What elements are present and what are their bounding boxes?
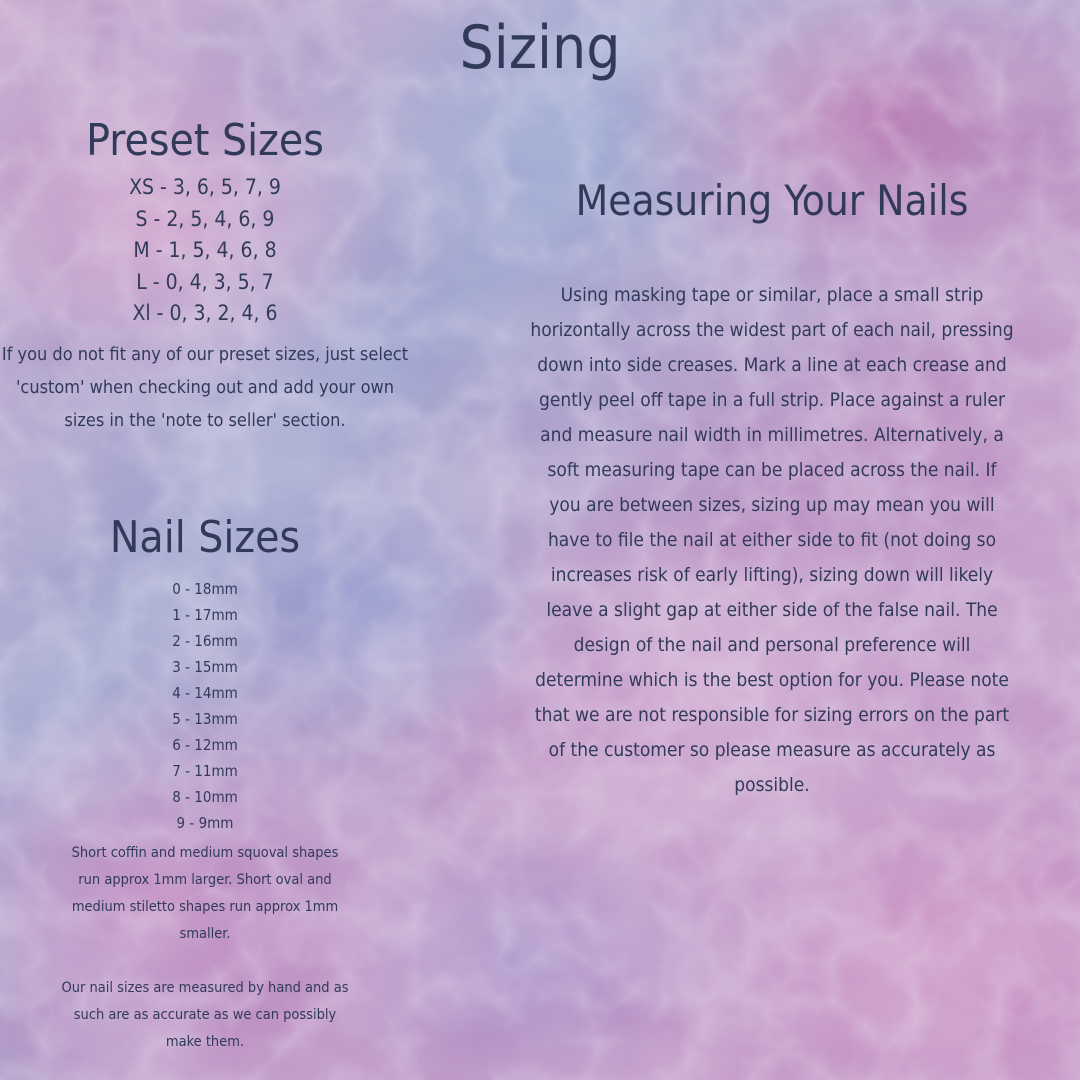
nail-size-item: 6 - 12mm xyxy=(172,736,238,754)
preset-sizes-list xyxy=(0,172,410,330)
preset-size-xl: Xl - 0, 3, 2, 4, 6 xyxy=(132,301,278,325)
nail-size-item: 4 - 14mm xyxy=(172,684,238,702)
preset-sizes-heading: Preset Sizes xyxy=(86,115,324,166)
page-title: Sizing xyxy=(459,13,621,83)
measuring-heading: Measuring Your Nails xyxy=(575,176,969,225)
measuring-instructions: Using masking tape or similar, place a small strip horizontally across the widest part of each nail, pressing down into side creases. Mark a line at each crease and gently peel off tape in a full strip. Place against a ruler and measure nail width in millimetres. Alternatively, a soft measuring tape can be placed across the nail. If you are between sizes, sizing up may mean you will have to file the nail at either side to fit (not doing so increases risk of early lifting), sizing down will likely leave a slight gap at either side of the false nail. The design of the nail and personal preference will determine which is the best option for you. Please note that we are not responsible for sizing errors on the part of the customer so please measure as accurately as possible. xyxy=(530,284,1014,796)
nail-size-item: 7 - 11mm xyxy=(172,762,238,780)
nail-size-item: 3 - 15mm xyxy=(172,658,238,676)
preset-size-xs: XS - 3, 6, 5, 7, 9 xyxy=(129,175,281,199)
nail-size-item: 9 - 9mm xyxy=(176,814,234,832)
nail-size-item: 0 - 18mm xyxy=(172,580,238,598)
nail-size-item: 8 - 10mm xyxy=(172,788,238,806)
preset-size-s: S - 2, 5, 4, 6, 9 xyxy=(135,206,275,231)
nail-sizes-heading: Nail Sizes xyxy=(109,512,301,563)
preset-size-l: L - 0, 4, 3, 5, 7 xyxy=(136,269,274,294)
custom-size-note: If you do not fit any of our preset sizes, just select 'custom' when checking out and add your own sizes in the 'note to seller' section. xyxy=(1,344,409,431)
shape-size-note: Short coffin and medium squoval shapes run approx 1mm larger. Short oval and medium stiletto shapes run approx 1mm smaller. xyxy=(71,845,339,942)
accuracy-note: Our nail sizes are measured by hand and as such are as accurate as we can possibly make them. xyxy=(61,980,349,1050)
nail-sizes-list xyxy=(0,576,410,836)
nail-size-item: 2 - 16mm xyxy=(172,632,238,650)
nail-size-item: 1 - 17mm xyxy=(172,606,238,624)
preset-size-m: M - 1, 5, 4, 6, 8 xyxy=(133,238,277,262)
nail-size-item: 5 - 13mm xyxy=(172,710,238,728)
